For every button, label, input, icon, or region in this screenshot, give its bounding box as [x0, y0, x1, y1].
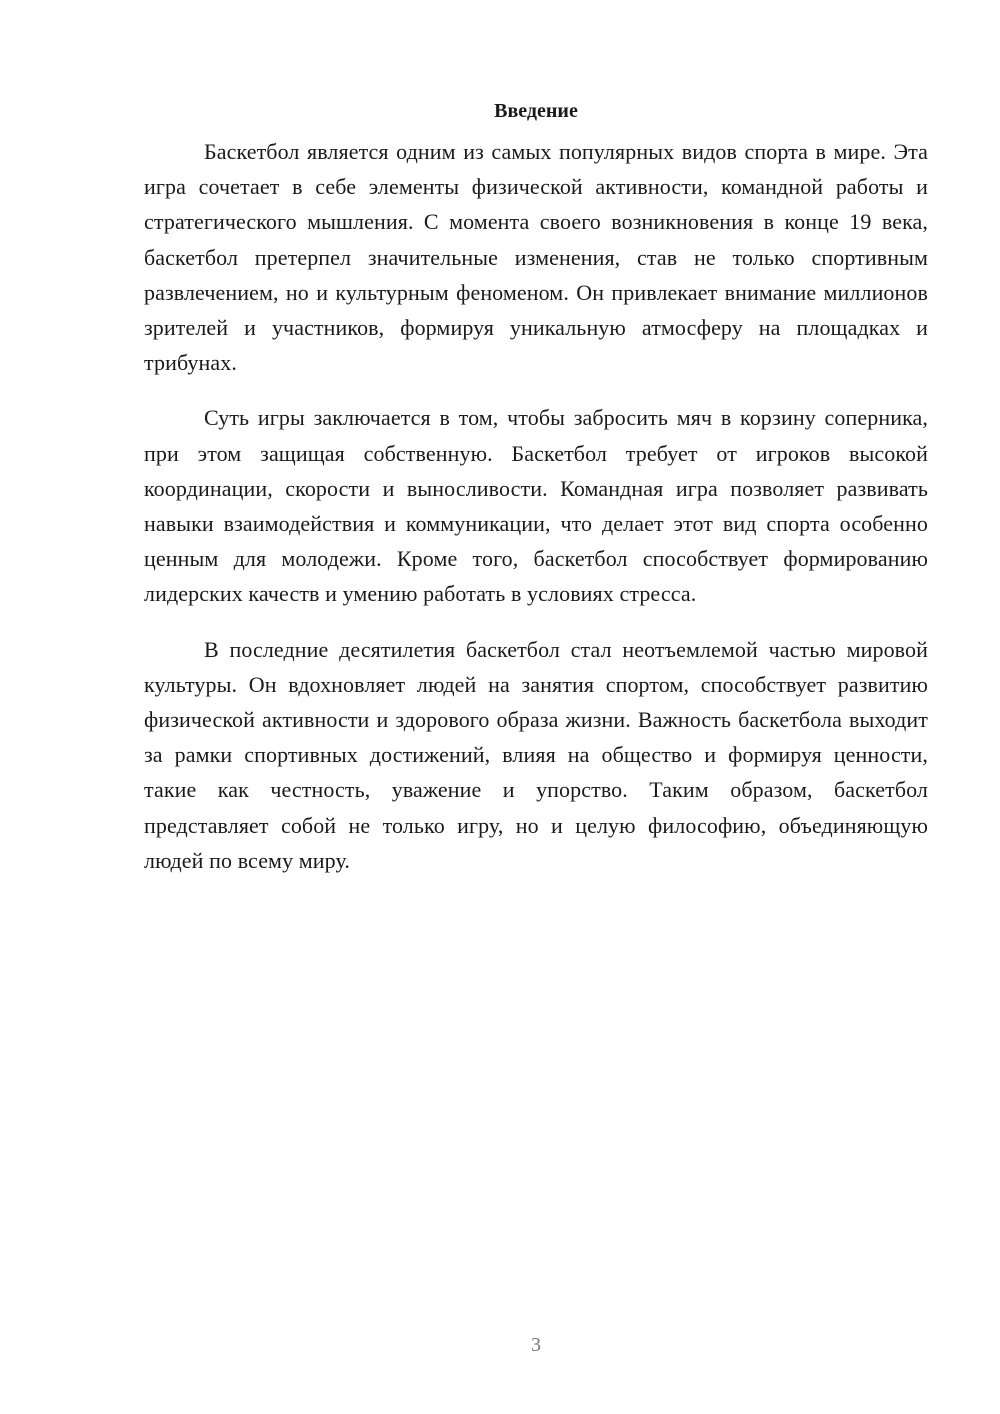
page-content	[144, 96, 928, 898]
page-number: 3	[531, 1334, 541, 1356]
paragraph-3: В последние десятилетия баскетбол стал неотъемлемой частью мировой культуры. Он вдохновляет людей на занятия спортом, способствует развитию физической активности и здорового образа жизни. Важность баскетбола выходит за рамки спортивных достижений, влияя на общество и формируя ценности, такие как честность, уважение и упорство. Таким образом, баскетбол представляет собой не только игру, но и целую философию, объединяющую людей по всему миру.	[144, 636, 928, 873]
section-title: Введение	[494, 100, 578, 122]
paragraph-2: Суть игры заключается в том, чтобы забросить мяч в корзину соперника, при этом защищая собственную. Баскетбол требует от игроков высокой координации, скорости и выносливости. Командная игра позволяет развивать навыки взаимодействия и коммуникации, что делает этот вид спорта особенно ценным для молодежи. Кроме того, баскетбол способствует формированию лидерских качеств и умению работать в условиях стресса.	[144, 405, 928, 607]
paragraph-1: Баскетбол является одним из самых популярных видов спорта в мире. Эта игра сочетает в себе элементы физической активности, командной работы и стратегического мышления. С момента своего возникновения в конце 19 века, баскетбол претерпел значительные изменения, став не только спортивным развлечением, но и культурным феноменом. Он привлекает внимание миллионов зрителей и участников, формируя уникальную атмосферу на площадках и трибунах.	[144, 139, 928, 376]
